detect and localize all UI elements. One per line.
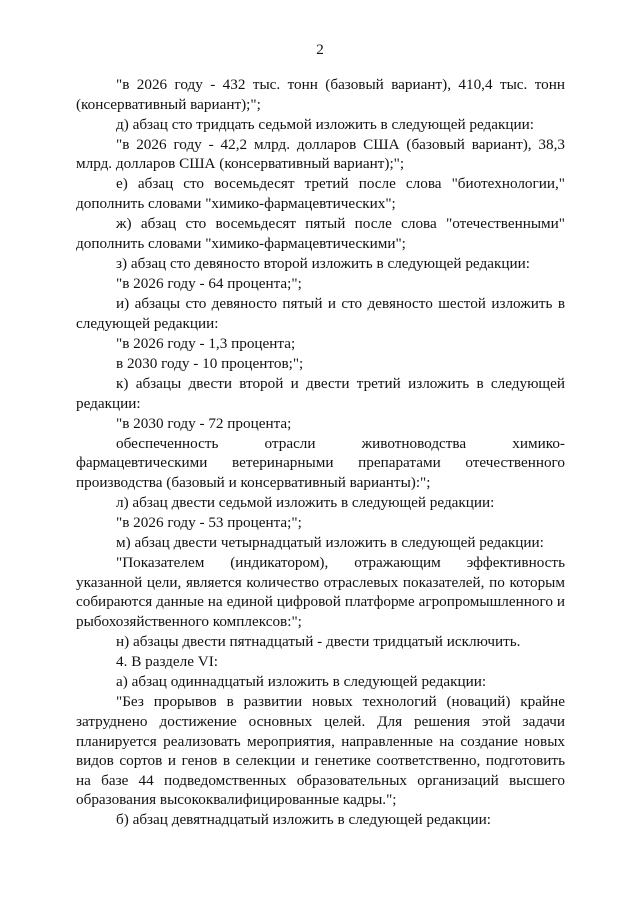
paragraph: "Показателем (индикатором), отражающим эффективность указанной цели, является количество отраслевых показателей, по которым собираются данные на единой цифровой платформе агропромышленного и рыбохозяйственного комплексов:"; bbox=[76, 554, 565, 631]
paragraph: н) абзацы двести пятнадцатый - двести тридцатый исключить. bbox=[116, 633, 521, 651]
paragraph: е) абзац сто восемьдесят третий после слова "биотехнологии," дополнить словами "химико-фармацевтических"; bbox=[76, 175, 565, 213]
paragraph: з) абзац сто девяносто второй изложить в следующей редакции: bbox=[116, 254, 530, 272]
paragraph: "в 2030 году - 72 процента; bbox=[116, 414, 292, 432]
paragraph: к) абзацы двести второй и двести третий изложить в следующей редакции: bbox=[76, 374, 565, 412]
page-number: 2 bbox=[316, 41, 324, 58]
paragraph: "в 2026 году - 432 тыс. тонн (базовый вариант), 410,4 тыс. тонн (консервативный вариант);"; bbox=[76, 76, 565, 113]
paragraph: в 2030 году - 10 процентов;"; bbox=[116, 354, 304, 372]
paragraph: и) абзацы сто девяносто пятый и сто девяносто шестой изложить в следующей редакции: bbox=[76, 295, 565, 332]
paragraph: 4. В разделе VI: bbox=[116, 653, 219, 671]
paragraph: "Без прорывов в развитии новых технологий (новаций) крайне затруднено достижение основных целей. Для решения этой задачи планируется реализовать мероприятия, направленные на создание новых видов сортов и генов в селекции и генетике соответственно, подготовить на базе 44 подведомственных образовательных организаций высшего образования высококвалифицированные кадры."; bbox=[76, 693, 565, 809]
paragraph: "в 2026 году - 53 процента;"; bbox=[116, 514, 302, 532]
paragraph: "в 2026 году - 1,3 процента; bbox=[116, 334, 296, 352]
paragraph: д) абзац сто тридцать седьмой изложить в следующей редакции: bbox=[116, 115, 534, 133]
paragraph: м) абзац двести четырнадцатый изложить в следующей редакции: bbox=[116, 534, 544, 552]
paragraph: "в 2026 году - 64 процента;"; bbox=[116, 274, 302, 292]
paragraph: а) абзац одиннадцатый изложить в следующей редакции: bbox=[116, 673, 487, 691]
paragraph: обеспеченность отрасли животноводства химико-фармацевтическими ветеринарными препаратами отечественного производства (базовый и консервативный варианты):"; bbox=[76, 434, 565, 491]
document-body bbox=[76, 75, 565, 830]
paragraph: б) абзац девятнадцатый изложить в следующей редакции: bbox=[116, 811, 491, 829]
paragraph: ж) абзац сто восемьдесят пятый после слова "отечественными" дополнить словами "химико-фармацевтическими"; bbox=[76, 215, 565, 252]
paragraph: "в 2026 году - 42,2 млрд. долларов США (базовый вариант), 38,3 млрд. долларов США (консервативный вариант);"; bbox=[76, 135, 565, 173]
paragraph: л) абзац двести седьмой изложить в следующей редакции: bbox=[116, 493, 495, 511]
